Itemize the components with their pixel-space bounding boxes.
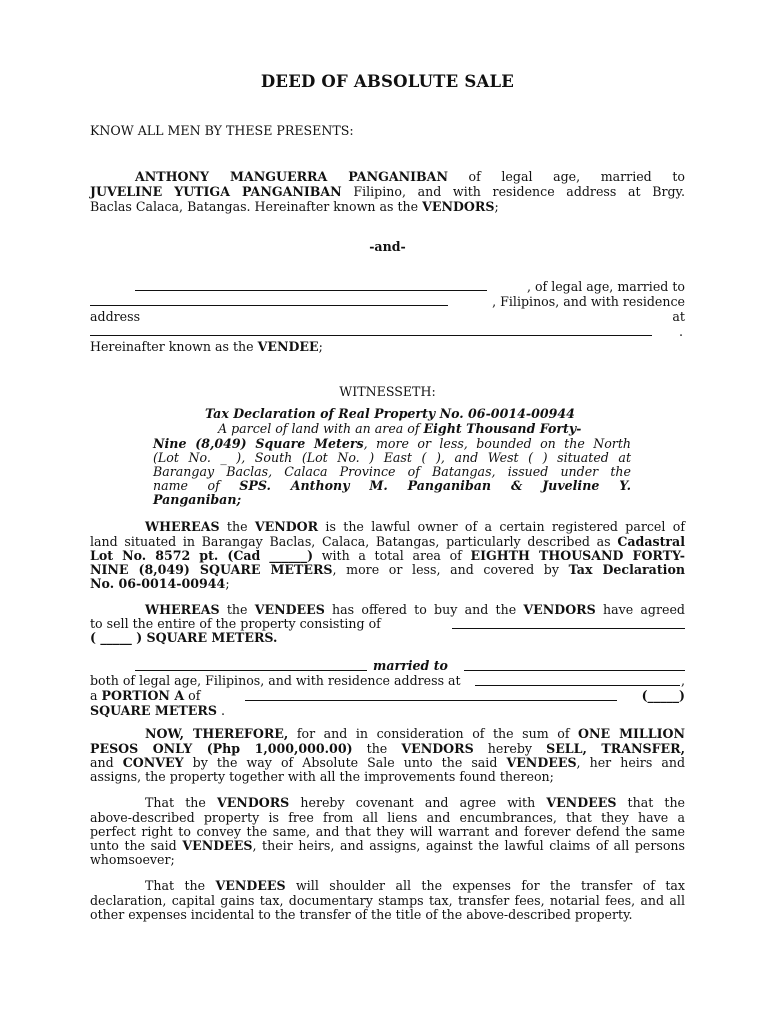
- tax-line-6: Panganiban;: [153, 492, 242, 507]
- whereas1-line-4: NINE (8,049) SQUARE METERS, more or less, and covered by Tax Declaration: [90, 562, 685, 577]
- now-line-4: assigns, the property together with all the improvements found thereon;: [90, 769, 554, 784]
- blank-line: [135, 659, 367, 671]
- whereas1-line-1: WHEREAS the VENDOR is the lawful owner of a certain registered parcel of: [145, 519, 685, 534]
- tax-line-1: A parcel of land with an area of Eight Thousand Forty-: [218, 421, 582, 436]
- that1-line-5: whomsoever;: [90, 852, 175, 867]
- married-line-3: a PORTION A of (_____): [90, 688, 685, 703]
- blank-line: [464, 659, 685, 671]
- vendee-line-3: address at: [90, 309, 685, 324]
- tax-declaration-heading: Tax Declaration of Real Property No. 06-0014-00944: [205, 406, 575, 421]
- vendors-line-1: ANTHONY MANGUERRA PANGANIBAN of legal age, married to: [135, 169, 685, 184]
- know-all-heading: KNOW ALL MEN BY THESE PRESENTS:: [90, 123, 354, 138]
- vendee-line-1: , of legal age, married to: [90, 279, 685, 294]
- blank-line: [135, 279, 487, 291]
- that1-line-1: That the VENDORS hereby covenant and agree with VENDEES that the: [145, 795, 686, 810]
- blank-line: [90, 294, 448, 306]
- that2-line-3: other expenses incidental to the transfer of the title of the above-described property.: [90, 907, 633, 922]
- vendee-line-2: , Filipinos, and with residence: [90, 294, 685, 309]
- married-line-1: married to: [90, 658, 685, 673]
- tax-line-2: Nine (8,049) Square Meters, more or less, bounded on the North: [153, 436, 631, 451]
- whereas1-line-2: land situated in Barangay Baclas, Calaca, Batangas, particularly described as Cadastral: [90, 534, 685, 549]
- now-line-2: PESOS ONLY (Php 1,000,000.00) the VENDORS hereby SELL, TRANSFER,: [90, 741, 685, 756]
- now-line-1: NOW, THEREFORE, for and in consideration of the sum of ONE MILLION: [145, 726, 685, 741]
- vendee-line-5: Hereinafter known as the VENDEE;: [90, 339, 323, 354]
- whereas2-line-3: ( _____ ) SQUARE METERS.: [90, 630, 278, 645]
- whereas2-line-1: WHEREAS the VENDEES has offered to buy and the VENDORS have agreed: [145, 602, 685, 617]
- and-separator: -and-: [369, 239, 406, 254]
- married-line-2: both of legal age, Filipinos, and with residence address at ,: [90, 673, 685, 688]
- that2-line-2: declaration, capital gains tax, documentary stamps tax, transfer fees, notarial fees, and all: [90, 893, 685, 908]
- document-title: DEED OF ABSOLUTE SALE: [260, 72, 515, 91]
- now-line-3: and CONVEY by the way of Absolute Sale unto the said VENDEES, her heirs and: [90, 755, 685, 770]
- vendors-line-3: Baclas Calaca, Batangas. Hereinafter known as the VENDORS;: [90, 199, 499, 214]
- blank-line: [245, 689, 617, 701]
- whereas1-line-3: Lot No. 8572 pt. (Cad ______) with a total area of EIGHTH THOUSAND FORTY-: [90, 548, 685, 563]
- blank-line: [90, 324, 652, 336]
- vendors-line-2: JUVELINE YUTIGA PANGANIBAN Filipino, and with residence address at Brgy.: [90, 184, 685, 199]
- tax-line-5: name of SPS. Anthony M. Panganiban & Juveline Y.: [153, 478, 632, 493]
- whereas2-line-2: to sell the entire of the property consisting of: [90, 616, 685, 631]
- married-line-4: SQUARE METERS .: [90, 703, 225, 718]
- blank-line: [452, 617, 685, 629]
- whereas1-line-5: No. 06-0014-00944;: [90, 576, 230, 591]
- witnesseth-heading: WITNESSETH:: [339, 384, 436, 399]
- tax-line-4: Barangay Baclas, Calaca Province of Batangas, issued under the: [153, 464, 631, 479]
- that2-line-1: That the VENDEES will shoulder all the expenses for the transfer of tax: [145, 878, 685, 893]
- blank-line: [475, 674, 680, 686]
- that1-line-2: above-described property is free from all liens and encumbrances, that they have a: [90, 810, 685, 825]
- tax-line-3: (Lot No. _ ), South (Lot No. ) East ( ), and West ( ) situated at: [153, 450, 631, 465]
- that1-line-4: unto the said VENDEES, their heirs, and assigns, against the lawful claims of all persons: [90, 838, 685, 853]
- vendee-line-4: .: [90, 324, 685, 339]
- that1-line-3: perfect right to convey the same, and that they will warrant and forever defend the same: [90, 824, 685, 839]
